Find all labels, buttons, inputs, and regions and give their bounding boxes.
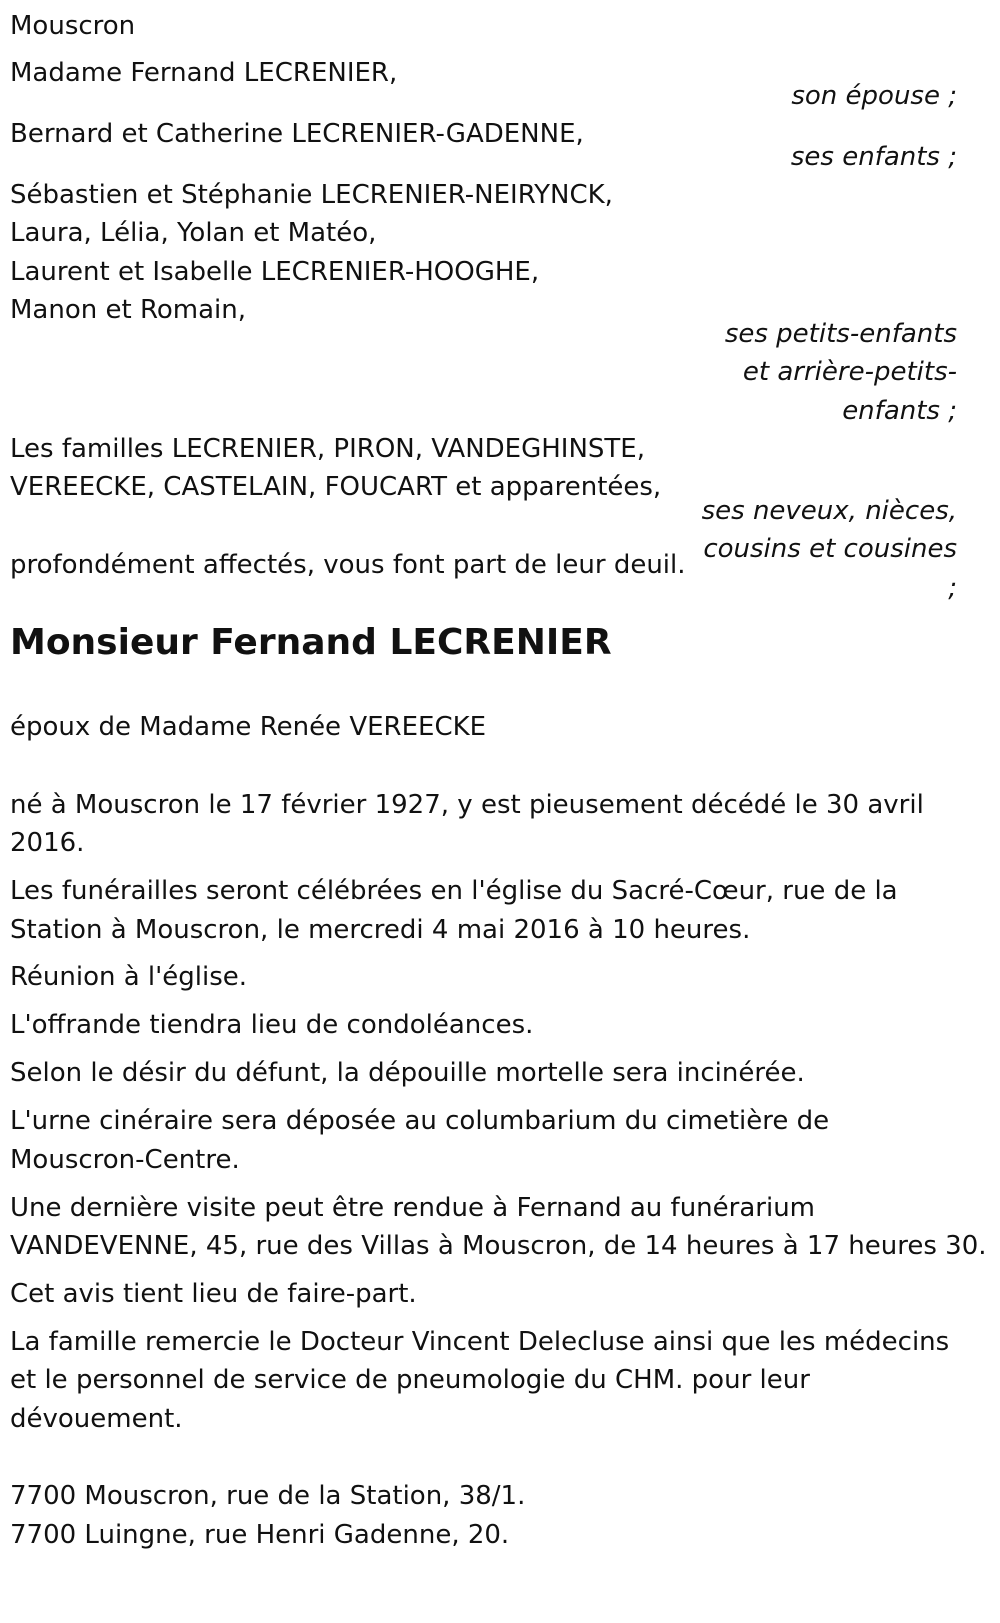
family-line: VEREECKE, CASTELAIN, FOUCART et apparentées, [10,472,662,502]
family-line: Laura, Lélia, Yolan et Matéo, [10,218,377,248]
paragraph-line: né à Mouscron le 17 février 1927, y est pieusement décédé le 30 avril [10,790,924,820]
paragraph-line: dévouement. [10,1404,183,1434]
paragraph-line: VANDEVENNE, 45, rue des Villas à Mouscron, de 14 heures à 17 heures 30. [10,1231,987,1261]
family-line: Laurent et Isabelle LECRENIER-HOOGHE, [10,257,540,287]
relation-label: enfants ; [842,396,957,426]
paragraph-line: Cet avis tient lieu de faire-part. [10,1279,417,1309]
spouse-line: époux de Madame Renée VEREECKE [10,712,487,742]
relation-label: ses neveux, nièces, [701,496,957,526]
family-line: Madame Fernand LECRENIER, [10,58,398,88]
address-line: 7700 Mouscron, rue de la Station, 38/1. [10,1481,526,1511]
relation-label: cousins et cousines [703,534,957,564]
paragraph-line: Mouscron-Centre. [10,1145,240,1175]
family-line: Bernard et Catherine LECRENIER-GADENNE, [10,119,584,149]
family-line: Sébastien et Stéphanie LECRENIER-NEIRYNCK, [10,180,613,210]
relation-label: et arrière-petits- [742,357,957,387]
paragraph-line: Une dernière visite peut être rendue à Fernand au funérarium [10,1193,815,1223]
paragraph-line: La famille remercie le Docteur Vincent Delecluse ainsi que les médecins [10,1327,950,1357]
paragraph-line: Les funérailles seront célébrées en l'église du Sacré-Cœur, rue de la [10,876,898,906]
paragraph-line: Station à Mouscron, le mercredi 4 mai 2016 à 10 heures. [10,915,751,945]
paragraph-line: L'urne cinéraire sera déposée au columbarium du cimetière de [10,1106,830,1136]
relation-label: ses petits-enfants [724,319,957,349]
deceased-name: Monsieur Fernand LECRENIER [10,622,612,663]
paragraph-line: L'offrande tiendra lieu de condoléances. [10,1010,534,1040]
relation-label: son épouse ; [791,81,957,111]
relation-label: ses enfants ; [790,142,957,172]
relation-label: ; [948,573,957,603]
announcement-line: profondément affectés, vous font part de leur deuil. [10,550,686,580]
paragraph-line: et le personnel de service de pneumologie du CHM. pour leur [10,1365,810,1395]
paragraph-line: Réunion à l'église. [10,962,248,992]
family-line: Les familles LECRENIER, PIRON, VANDEGHINSTE, [10,434,645,464]
address-line: 7700 Luingne, rue Henri Gadenne, 20. [10,1520,510,1550]
family-line: Manon et Romain, [10,295,246,325]
paragraph-line: 2016. [10,828,85,858]
city-line: Mouscron [10,11,136,41]
paragraph-line: Selon le désir du défunt, la dépouille mortelle sera incinérée. [10,1058,805,1088]
